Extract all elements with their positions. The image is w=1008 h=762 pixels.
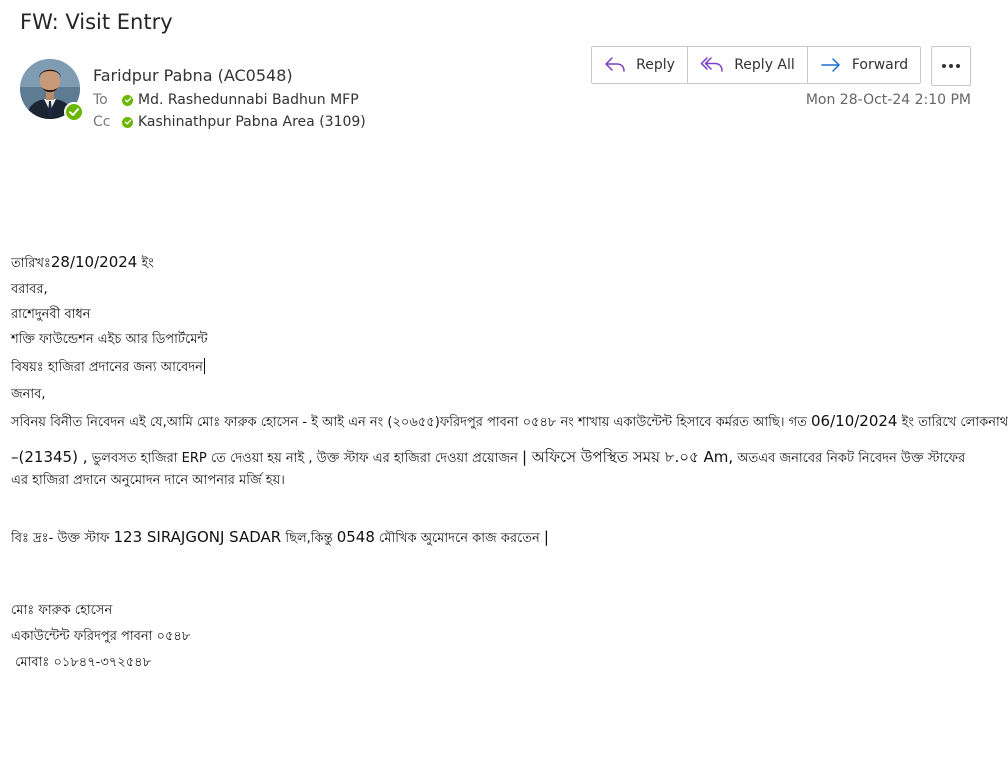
signature-mobile: মোবাঃ ০১৮৪৭-৩৭২৫৪৮ — [11, 655, 152, 670]
body-paragraph-line-2 — [11, 446, 971, 471]
para1-text-a: সবিনয় বিনীত নিবেদন এই যে,আমি মোঃ ফারুক হোসেন - ই আই এন নং (২০৬৫৫)ফরিদপুর পাবনা ০৫৪৮ নং শাখায় একাউন্টেন্ট হিসাবে কর্মরত আছি। গত — [11, 415, 812, 430]
body-line-subject: বিষয়ঃ হাজিরা প্রদানের জন্য আবেদন — [11, 360, 203, 375]
body-line-dept: শক্তি ফাউন্ডেশন এইচ আর ডিপার্টমেন্ট — [11, 332, 208, 347]
email-subject: FW: Visit Entry — [20, 10, 173, 34]
forward-label: Forward — [851, 57, 909, 73]
note-branch: 123 SIRAJGONJ SADAR — [113, 528, 282, 546]
text-cursor — [204, 358, 205, 374]
note-text-c: ছিল,কিন্তু — [281, 531, 337, 546]
reply-all-arrow-icon — [700, 56, 724, 74]
reply-label: Reply — [636, 57, 675, 73]
note-text-e: মৌখিক অুমোদনে কাজ করতেন — [374, 531, 544, 546]
cc-label: Cc — [93, 114, 111, 130]
body-note-line — [11, 528, 971, 550]
to-label: To — [93, 92, 108, 108]
to-recipient[interactable]: Md. Rashedunnabi Badhun MFP — [138, 92, 359, 108]
date-value: 28/10/2024 — [50, 253, 138, 271]
forward-arrow-icon — [820, 56, 842, 74]
presence-available-icon — [122, 117, 133, 128]
note-bar: | — [543, 528, 549, 546]
para2-text-d: অতএব জনাবের নিকট নিবেদন উক্ত স্টাফের — [733, 451, 966, 466]
body-paragraph-line-3: এর হাজিরা প্রদানে অনুমোদন দানে আপনার মর্জি হয়। — [11, 473, 285, 488]
body-date-line — [11, 253, 971, 275]
body-line-greeting: জনাব, — [11, 387, 46, 402]
para2-time: | অফিসে উপস্থিত সময় ৮.০৫ Am, — [521, 448, 734, 466]
body-line-to: বরাবর, — [11, 282, 48, 297]
signature-title: একাউন্টেন্ট ফরিদপুর পাবনা ০৫৪৮ — [11, 629, 191, 644]
date-suffix: ইং — [137, 256, 154, 271]
reply-all-button[interactable] — [688, 47, 808, 83]
reply-button[interactable] — [592, 47, 688, 83]
para2-id: –(21345) , — [11, 448, 88, 466]
body-line-subject-wrap — [11, 358, 971, 379]
presence-available-icon — [122, 95, 133, 106]
reply-arrow-icon — [604, 56, 626, 74]
note-text-a: বিঃ দ্রঃ- উক্ত স্টাফ — [11, 531, 114, 546]
sender-name[interactable]: Faridpur Pabna (AC0548) — [93, 66, 293, 85]
presence-available-icon — [64, 102, 84, 122]
sender-avatar[interactable] — [20, 59, 80, 119]
date-label: তারিখঃ — [11, 256, 51, 271]
note-code: 0548 — [336, 528, 375, 546]
reply-all-label: Reply All — [734, 57, 795, 73]
cc-row — [93, 114, 366, 130]
para1-text-b: ইং তারিখে লোকনাথ — [897, 415, 1008, 430]
cc-recipient[interactable]: Kashinathpur Pabna Area (3109) — [138, 114, 366, 130]
to-row — [93, 92, 359, 108]
more-actions-button[interactable] — [931, 46, 971, 86]
forward-button[interactable] — [808, 47, 920, 83]
body-paragraph-line-1 — [11, 412, 1008, 434]
signature-name: মোঃ ফারুক হোসেন — [11, 603, 113, 618]
para2-text-b: ভুলবসত হাজিরা ERP তে দেওয়া হয় নাই , উক্ত স্টাফ এর হাজিরা দেওয়া প্রয়োজন — [87, 451, 522, 466]
more-horizontal-icon — [941, 63, 961, 69]
para1-date: 06/10/2024 — [811, 412, 898, 430]
body-line-name: রাশেদুনবী বাধন — [11, 307, 91, 322]
sent-datetime: Mon 28-Oct-24 2:10 PM — [805, 92, 971, 108]
message-actions — [591, 46, 921, 84]
